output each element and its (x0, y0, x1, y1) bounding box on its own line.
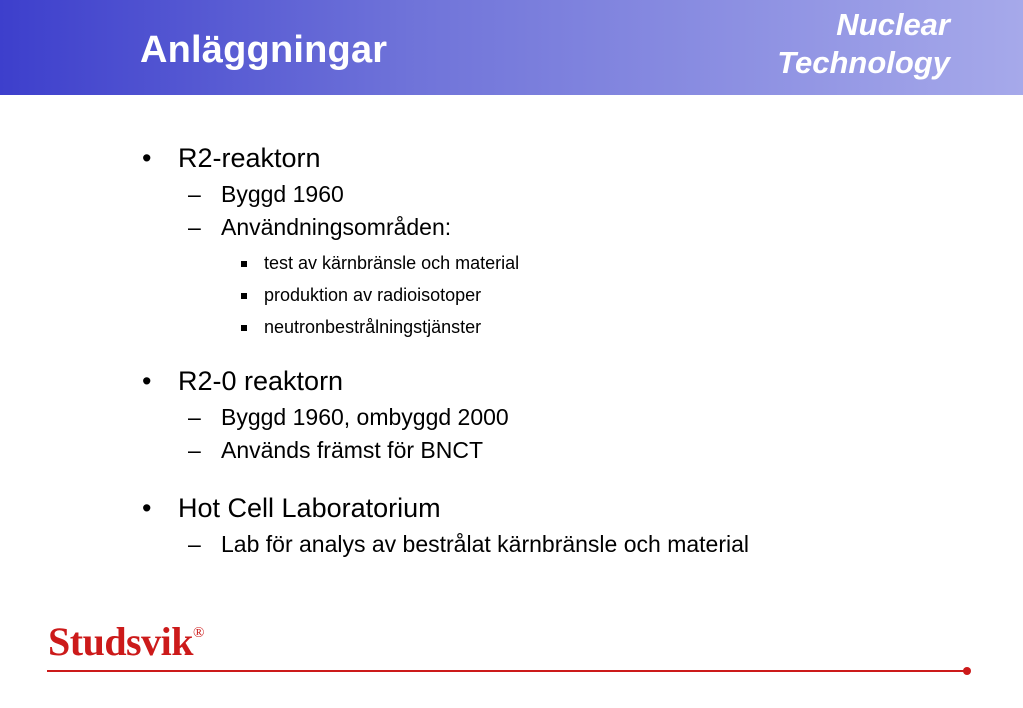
sub-list-item: Används främst för BNCT (221, 437, 484, 463)
dash-icon: – (188, 437, 201, 463)
brand-line-1: Nuclear (836, 7, 950, 42)
registered-mark: ® (192, 624, 204, 641)
square-bullet-icon (241, 293, 247, 299)
bullet-icon: • (142, 143, 152, 173)
list-item: R2-0 reaktorn (178, 366, 344, 396)
dash-icon: – (188, 404, 201, 430)
slide-title: Anläggningar (140, 29, 388, 71)
footer-dot-icon (963, 667, 971, 675)
logo-text: Studsvik (48, 619, 193, 664)
sub-list-item: Lab för analys av bestrålat kärnbränsle och material (221, 531, 750, 557)
sub-sub-list-item: produktion av radioisotoper (264, 285, 482, 305)
dash-icon: – (188, 181, 201, 207)
title-bar (0, 0, 1023, 95)
sub-list-item: Byggd 1960, ombyggd 2000 (221, 404, 509, 430)
dash-icon: – (188, 531, 201, 557)
bullet-icon: • (142, 366, 152, 396)
list-item: R2-reaktorn (178, 143, 321, 173)
sub-list-item: Användningsområden: (221, 214, 452, 240)
sub-list-item: Byggd 1960 (221, 181, 344, 207)
brand-tagline (630, 6, 950, 82)
list-item: Hot Cell Laboratorium (178, 493, 441, 523)
bullet-icon: • (142, 493, 152, 523)
brand-line-2: Technology (777, 45, 950, 80)
sub-sub-list-item: neutronbestrålningstjänster (264, 317, 482, 337)
sub-sub-list-item: test av kärnbränsle och material (264, 253, 520, 273)
square-bullet-icon (241, 325, 247, 331)
footer-divider (47, 670, 965, 672)
studsvik-logo (48, 618, 204, 665)
square-bullet-icon (241, 261, 247, 267)
dash-icon: – (188, 214, 201, 240)
